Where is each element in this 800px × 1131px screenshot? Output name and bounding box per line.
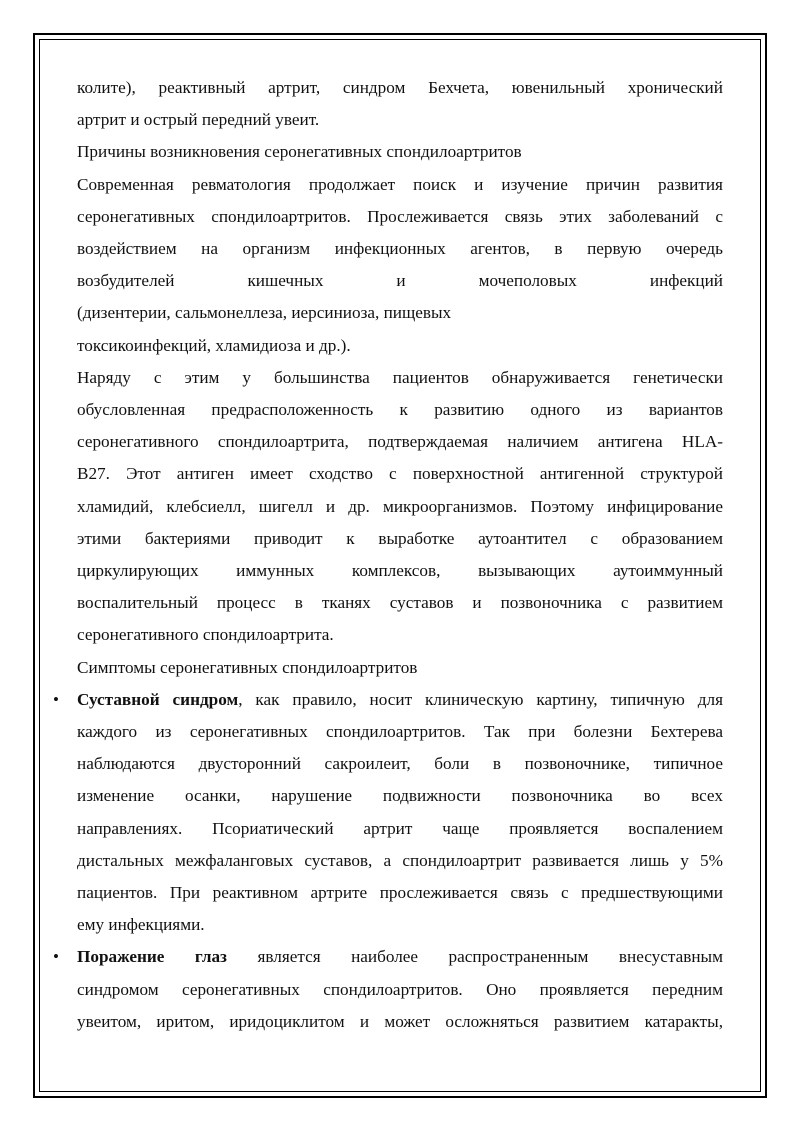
- text-line: воздействием на организм инфекционных агентов, в первую очередь: [77, 239, 723, 259]
- text-span: является наиболее распространенным внесуставным: [226, 947, 723, 967]
- text-line: дистальных межфаланговых суставов, а спондилоартрит развивается лишь у 5%: [77, 850, 723, 870]
- bullet-icon: •: [53, 689, 59, 709]
- genetic-paragraph: [77, 362, 723, 652]
- text-line: этими бактериями приводит к выработке аутоантител с образованием: [77, 528, 723, 548]
- bullet-icon: •: [53, 947, 59, 967]
- text-line: направлениях. Псориатический артрит чаще проявляется воспалением: [77, 818, 723, 838]
- text-line: серонегативных спондилоартритов. Прослеживается связь этих заболеваний с: [77, 206, 723, 226]
- text-line: ему инфекциями.: [77, 915, 205, 935]
- text-line: наблюдаются двусторонний сакроилеит, боли в позвоночнике, типичное: [77, 754, 723, 774]
- bold-term: Поражение глаз: [77, 947, 227, 967]
- text-line: колите), реактивный артрит, синдром Бехчета, ювенильный хронический: [77, 78, 723, 97]
- list-item-joint-syndrome: [53, 684, 723, 942]
- text-line: хламидий, клебсиелл, шигелл и др. микроорганизмов. Поэтому инфицирование: [77, 496, 723, 516]
- text-line: серонегативного спондилоартрита.: [77, 625, 334, 645]
- text-line: увеитом, иритом, иридоциклитом и может осложняться развитием катаракты,: [77, 1011, 723, 1031]
- text-line: [77, 941, 723, 973]
- causes-paragraph: [77, 169, 723, 362]
- text-line: серонегативного спондилоартрита, подтверждаемая наличием антигена HLA-: [77, 432, 723, 452]
- text-line: обусловленная предрасположенность к развитию одного из вариантов: [77, 400, 723, 420]
- text-line: Наряду с этим у большинства пациентов обнаруживается генетически: [77, 367, 723, 387]
- text-line: токсикоинфекций, хламидиоза и др.).: [77, 335, 351, 355]
- text-line: [77, 684, 723, 716]
- section-heading-symptoms: Симптомы серонегативных спондилоартритов: [77, 657, 418, 677]
- text-line: возбудителей кишечных и мочеполовых инфекций: [77, 271, 723, 291]
- bold-term: Суставной синдром: [77, 689, 239, 709]
- intro-paragraph: [77, 72, 723, 136]
- text-span: , как правило, носит клиническую картину, типичную для: [238, 689, 723, 709]
- text-line: артрит и острый передний увеит.: [77, 110, 320, 130]
- text-line: воспалительный процесс в тканях суставов и позвоночника с развитием: [77, 593, 723, 613]
- text-line: пациентов. При реактивном артрите прослеживается связь с предшествующими: [77, 883, 723, 903]
- list-item-eye-lesion: [53, 941, 723, 1038]
- section-heading-causes: Причины возникновения серонегативных спондилоартритов: [77, 142, 522, 162]
- document-body: [53, 72, 723, 1038]
- text-line: синдромом серонегативных спондилоартритов. Оно проявляется передним: [77, 979, 723, 999]
- text-line: изменение осанки, нарушение подвижности позвоночника во всех: [77, 786, 723, 806]
- text-line: Современная ревматология продолжает поиск и изучение причин развития: [77, 174, 723, 194]
- text-line: циркулирующих иммунных комплексов, вызывающих аутоиммунный: [77, 561, 723, 581]
- text-line: (дизентерии, сальмонеллеза, иерсиниоза, пищевых: [77, 303, 452, 323]
- text-line: B27. Этот антиген имеет сходство с поверхностной антигенной структурой: [77, 464, 723, 484]
- text-line: каждого из серонегативных спондилоартритов. Так при болезни Бехтерева: [77, 722, 723, 742]
